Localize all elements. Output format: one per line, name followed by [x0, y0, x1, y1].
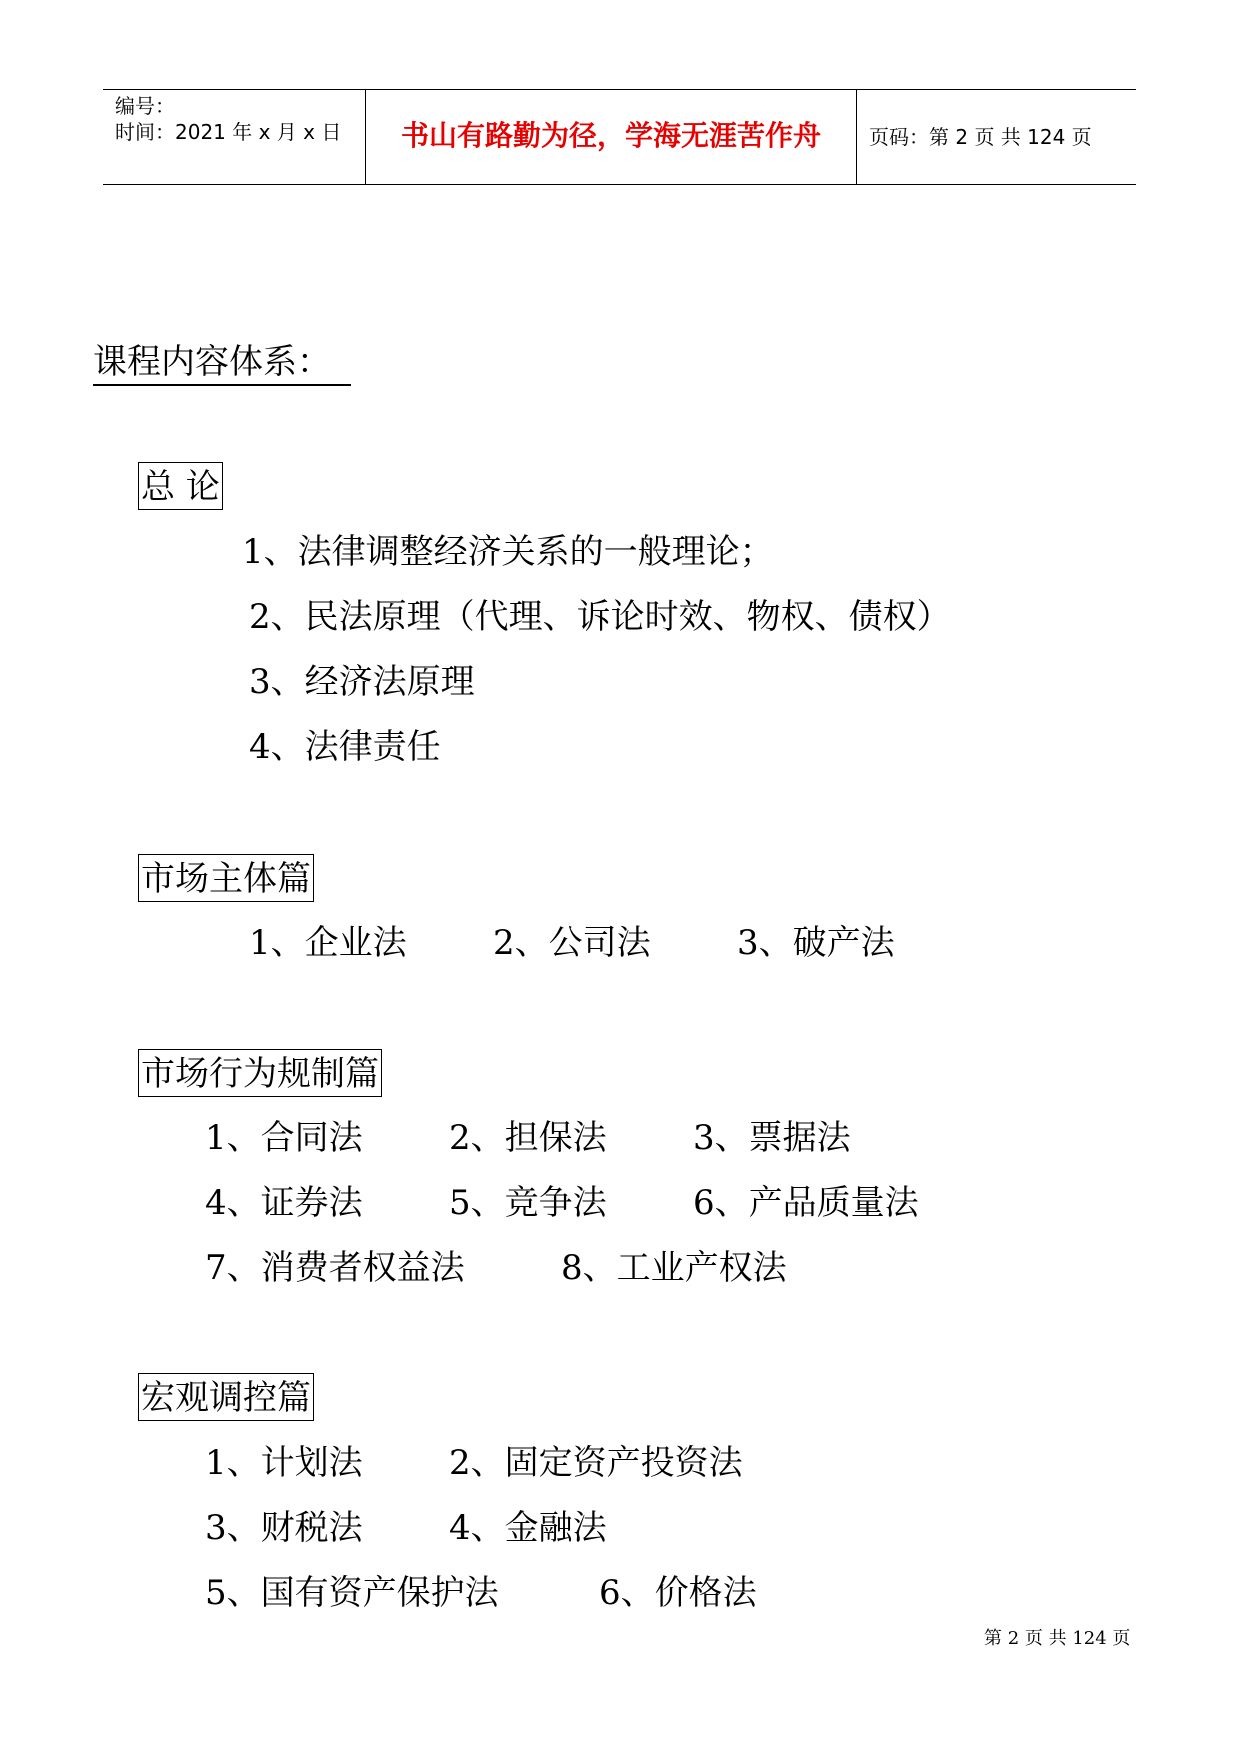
list-item: 8、工业产权法 [561, 1248, 787, 1288]
list-item: 3、财税法 [205, 1508, 363, 1548]
section-heading-macro-control: 宏观调控篇 [138, 1373, 314, 1421]
list-item: 4、金融法 [449, 1508, 607, 1548]
list-item: 5、竞争法 [449, 1183, 607, 1223]
list-item: 4、证券法 [205, 1183, 363, 1223]
list-item: 2、固定资产投资法 [449, 1443, 743, 1483]
list-item: 6、价格法 [599, 1573, 757, 1613]
list-item: 3、经济法原理 [249, 662, 475, 702]
page-title: 课程内容体系： [93, 340, 351, 386]
list-item: 1、计划法 [205, 1443, 363, 1483]
section-heading-general: 总 论 [138, 462, 223, 510]
section-heading-market-conduct: 市场行为规制篇 [138, 1049, 382, 1097]
list-item: 7、消费者权益法 [205, 1248, 465, 1288]
document-header [103, 89, 1136, 185]
list-item: 3、票据法 [693, 1118, 851, 1158]
motto: 书山有路勤为径，学海无涯苦作舟 [400, 119, 821, 152]
list-item: 2、担保法 [449, 1118, 607, 1158]
header-motto-cell [366, 90, 857, 184]
header-info-cell [103, 90, 366, 184]
list-item: 5、国有资产保护法 [205, 1573, 499, 1613]
section-heading-market-subjects: 市场主体篇 [138, 854, 314, 902]
time-label: 时间：2021 年 x 月 x 日 [115, 120, 342, 144]
list-item: 1、企业法 [249, 923, 407, 963]
page-footer: 第 2 页 共 124 页 [984, 1628, 1131, 1649]
list-item: 4、法律责任 [249, 727, 441, 767]
list-item: 2、公司法 [493, 923, 651, 963]
list-item: 1、合同法 [205, 1118, 363, 1158]
list-item: 1、法律调整经济关系的一般理论； [242, 532, 774, 572]
header-page-cell [857, 90, 1136, 184]
number-label: 编号： [115, 94, 175, 118]
list-item: 3、破产法 [737, 923, 895, 963]
page-label: 页码：第 2 页 共 124 页 [869, 125, 1092, 149]
list-item: 2、民法原理（代理、诉论时效、物权、债权） [249, 597, 951, 637]
list-item: 6、产品质量法 [693, 1183, 919, 1223]
